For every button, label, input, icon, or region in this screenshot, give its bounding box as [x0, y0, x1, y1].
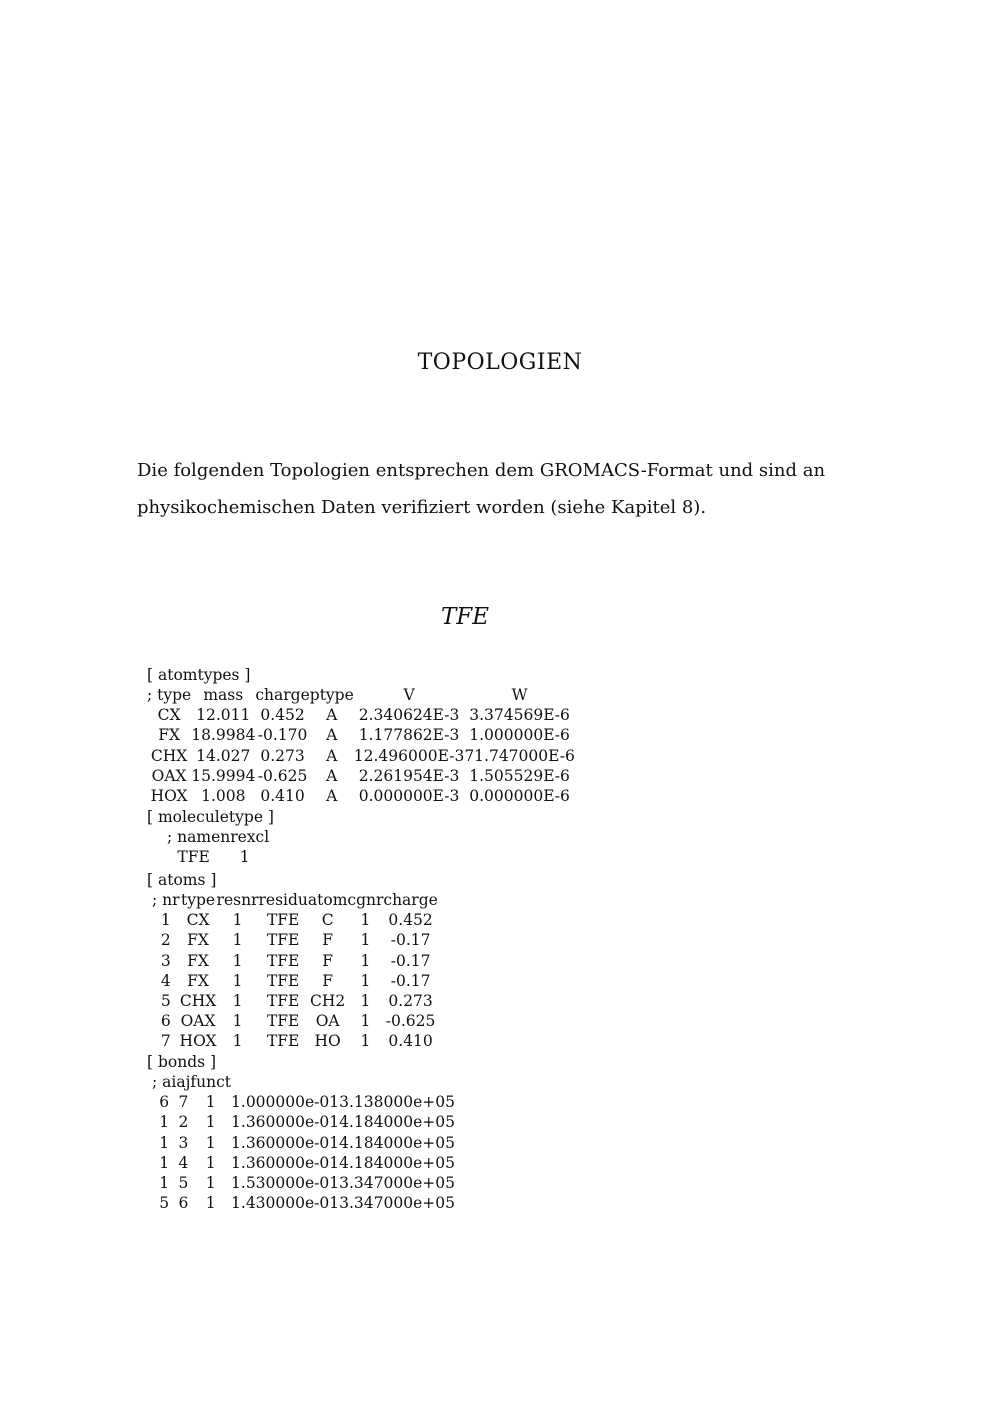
table-cell: 1	[232, 931, 243, 950]
molecule-title: TFE	[440, 604, 490, 630]
table-cell: 7	[178, 1093, 189, 1112]
section-bonds-label: [ bonds ]	[147, 1053, 217, 1071]
table-cell: 3.347000e+05	[339, 1194, 455, 1213]
table-row	[152, 1193, 455, 1213]
column-header: type	[181, 891, 216, 909]
table-cell: 1	[205, 1153, 216, 1172]
column-header: mass	[203, 686, 244, 704]
column-header: cgnr	[347, 891, 384, 909]
table-cell: FX	[187, 971, 209, 990]
table-header-row	[152, 1072, 455, 1092]
table-cell: TFE	[266, 992, 300, 1011]
table-cell: CH2	[310, 992, 346, 1011]
table-cell: 6	[160, 1012, 171, 1031]
section-moleculetype-label: [ moleculetype ]	[147, 808, 274, 826]
table-row	[152, 1153, 455, 1173]
table-cell: 3.374569E-6	[469, 706, 570, 725]
table-cell: TFE	[266, 911, 300, 930]
table-cell: 1	[159, 1153, 170, 1172]
table-cell: 1.177862E-3	[358, 726, 460, 745]
table-cell: 1.000000E-6	[469, 726, 570, 745]
column-header: charge	[255, 686, 310, 704]
table-cell: 0.410	[260, 787, 305, 806]
table-cell: 0.000000E-3	[358, 787, 460, 806]
table-cell: 1.530000e-01	[231, 1174, 340, 1193]
table-cell: F	[322, 931, 334, 950]
table-cell: OAX	[151, 766, 187, 785]
table-cell: HO	[314, 1032, 341, 1051]
table-cell: 6	[159, 1093, 170, 1112]
table-cell: 1	[232, 951, 243, 970]
table-cell: 2.261954E-3	[358, 766, 460, 785]
table-cell: TFE	[266, 951, 300, 970]
table-cell: 1	[232, 1012, 243, 1031]
table-cell: CHX	[150, 746, 188, 765]
table-cell: OAX	[180, 1012, 216, 1031]
table-cell: 1	[205, 1174, 216, 1193]
table-row	[152, 1031, 438, 1051]
column-header: ; name	[167, 828, 221, 846]
table-cell: 1	[360, 931, 371, 950]
table-row	[147, 746, 575, 766]
table-cell: 1	[360, 971, 371, 990]
column-header	[339, 1072, 455, 1092]
table-cell: -0.170	[257, 726, 308, 745]
table-cell: A	[326, 746, 338, 765]
table-cell: HOX	[150, 787, 188, 806]
table-cell: 1.505529E-6	[469, 766, 570, 785]
table-cell: 1	[205, 1194, 216, 1213]
table-cell: 1	[232, 992, 243, 1011]
table-row	[167, 847, 269, 867]
column-header: residu	[258, 891, 308, 909]
section-atoms-label: [ atoms ]	[147, 871, 217, 889]
table-cell: C	[321, 911, 334, 930]
table-cell: 2	[160, 931, 171, 950]
table-cell: 1	[160, 911, 171, 930]
moleculetype-table	[167, 827, 269, 867]
page-title: TOPOLOGIEN	[417, 350, 583, 375]
table-row	[147, 705, 575, 725]
column-header: nrexcl	[220, 828, 270, 846]
table-cell: 15.9994	[191, 766, 256, 785]
table-cell: 5	[178, 1174, 189, 1193]
table-cell: 0.000000E-6	[469, 787, 570, 806]
table-cell: 3.138000e+05	[339, 1093, 455, 1112]
table-row	[152, 951, 438, 971]
table-cell: 12.496000E-3	[353, 746, 465, 765]
table-cell: 0.410	[388, 1032, 433, 1051]
column-header: aj	[176, 1073, 191, 1091]
table-header-row	[152, 890, 438, 910]
table-cell: -0.625	[257, 766, 308, 785]
table-cell: 1	[205, 1133, 216, 1152]
table-cell: TFE	[177, 848, 210, 867]
table-cell: CX	[157, 706, 181, 725]
table-cell: 1.000000e-01	[231, 1093, 340, 1112]
table-cell: FX	[187, 951, 209, 970]
column-header: charge	[383, 891, 438, 909]
table-row	[152, 1173, 455, 1193]
table-row	[152, 1092, 455, 1112]
table-row	[147, 725, 575, 745]
column-header: V	[403, 686, 415, 704]
table-cell: 1.008	[201, 787, 246, 806]
table-cell: 4.184000e+05	[339, 1153, 455, 1172]
table-header-row	[147, 685, 575, 705]
table-cell: 1	[205, 1093, 216, 1112]
table-cell: TFE	[266, 931, 300, 950]
table-cell: 1	[159, 1113, 170, 1132]
table-cell: A	[326, 766, 338, 785]
table-cell: F	[322, 951, 334, 970]
table-cell: -0.17	[390, 931, 431, 950]
table-row	[147, 766, 575, 786]
table-cell: 1	[159, 1174, 170, 1193]
table-cell: TFE	[266, 971, 300, 990]
table-cell: 18.9984	[191, 726, 256, 745]
table-cell: TFE	[266, 1032, 300, 1051]
table-cell: 4.184000e+05	[339, 1133, 455, 1152]
table-row	[152, 910, 438, 930]
table-cell: 0.273	[388, 992, 433, 1011]
column-header: ; type	[147, 686, 192, 704]
column-header	[231, 1072, 339, 1092]
table-row	[152, 1112, 455, 1132]
table-row	[152, 1133, 455, 1153]
table-cell: 1	[232, 911, 243, 930]
table-cell: 1.360000e-01	[231, 1113, 340, 1132]
column-header: ptype	[309, 686, 354, 704]
intro-paragraph	[137, 452, 837, 526]
table-cell: HOX	[179, 1032, 217, 1051]
table-cell: 6	[178, 1194, 189, 1213]
table-cell: -0.17	[390, 951, 431, 970]
table-cell: A	[326, 787, 338, 806]
table-cell: 3	[178, 1133, 189, 1152]
table-cell: 3	[160, 951, 171, 970]
table-cell: 4.184000e+05	[339, 1113, 455, 1132]
table-cell: 4	[160, 971, 171, 990]
column-header: ; ai	[152, 1073, 177, 1091]
table-cell: 0.452	[260, 706, 305, 725]
intro-line-1: Die folgenden Topologien entsprechen dem GROMACS-Format und sind an	[137, 460, 826, 481]
table-cell: -0.17	[390, 971, 431, 990]
table-cell: 1	[232, 971, 243, 990]
table-cell: 4	[178, 1153, 189, 1172]
table-cell: 0.452	[388, 911, 433, 930]
table-cell: F	[322, 971, 334, 990]
table-cell: OA	[315, 1012, 340, 1031]
table-cell: A	[326, 706, 338, 725]
column-header: funct	[190, 1073, 232, 1091]
table-cell: 1.360000e-01	[231, 1133, 340, 1152]
table-cell: 2.340624E-3	[358, 706, 460, 725]
table-cell: FX	[187, 931, 209, 950]
intro-line-2: physikochemischen Daten verifiziert worden (siehe Kapitel 8).	[137, 497, 707, 518]
table-cell: 5	[160, 992, 171, 1011]
table-cell: FX	[158, 726, 181, 745]
table-cell: 1	[360, 951, 371, 970]
table-row	[152, 1011, 438, 1031]
bonds-table	[152, 1072, 455, 1213]
table-cell: 1	[360, 911, 371, 930]
table-cell: 2	[178, 1113, 189, 1132]
table-cell: 1	[360, 1012, 371, 1031]
table-row	[152, 991, 438, 1011]
table-cell: 5	[159, 1194, 170, 1213]
section-atomtypes-label: [ atomtypes ]	[147, 666, 251, 684]
table-cell: 14.027	[196, 746, 251, 765]
column-header: atom	[307, 891, 348, 909]
table-cell: 1.360000e-01	[231, 1153, 340, 1172]
table-cell: 1	[360, 1032, 371, 1051]
table-cell: A	[326, 726, 338, 745]
table-cell: CX	[186, 911, 210, 930]
atoms-table	[152, 890, 438, 1052]
table-cell: 3.347000e+05	[339, 1174, 455, 1193]
table-row	[152, 930, 438, 950]
column-header: W	[511, 686, 528, 704]
table-header-row	[167, 827, 269, 847]
table-cell: 1	[232, 1032, 243, 1051]
table-row	[152, 971, 438, 991]
table-cell: 12.011	[196, 706, 251, 725]
table-cell: 0.273	[260, 746, 305, 765]
table-cell: 71.747000E-6	[464, 746, 575, 765]
table-cell: 1	[159, 1133, 170, 1152]
table-cell: 1	[205, 1113, 216, 1132]
table-cell: -0.625	[385, 1012, 436, 1031]
table-cell: 1	[239, 848, 250, 867]
table-cell: TFE	[266, 1012, 300, 1031]
table-cell: 7	[160, 1032, 171, 1051]
atomtypes-table	[147, 685, 575, 806]
column-header: ; nr	[152, 891, 180, 909]
table-row	[147, 786, 575, 806]
table-cell: CHX	[179, 992, 217, 1011]
table-cell: 1	[360, 992, 371, 1011]
column-header: resnr	[216, 891, 259, 909]
table-cell: 1.430000e-01	[231, 1194, 340, 1213]
